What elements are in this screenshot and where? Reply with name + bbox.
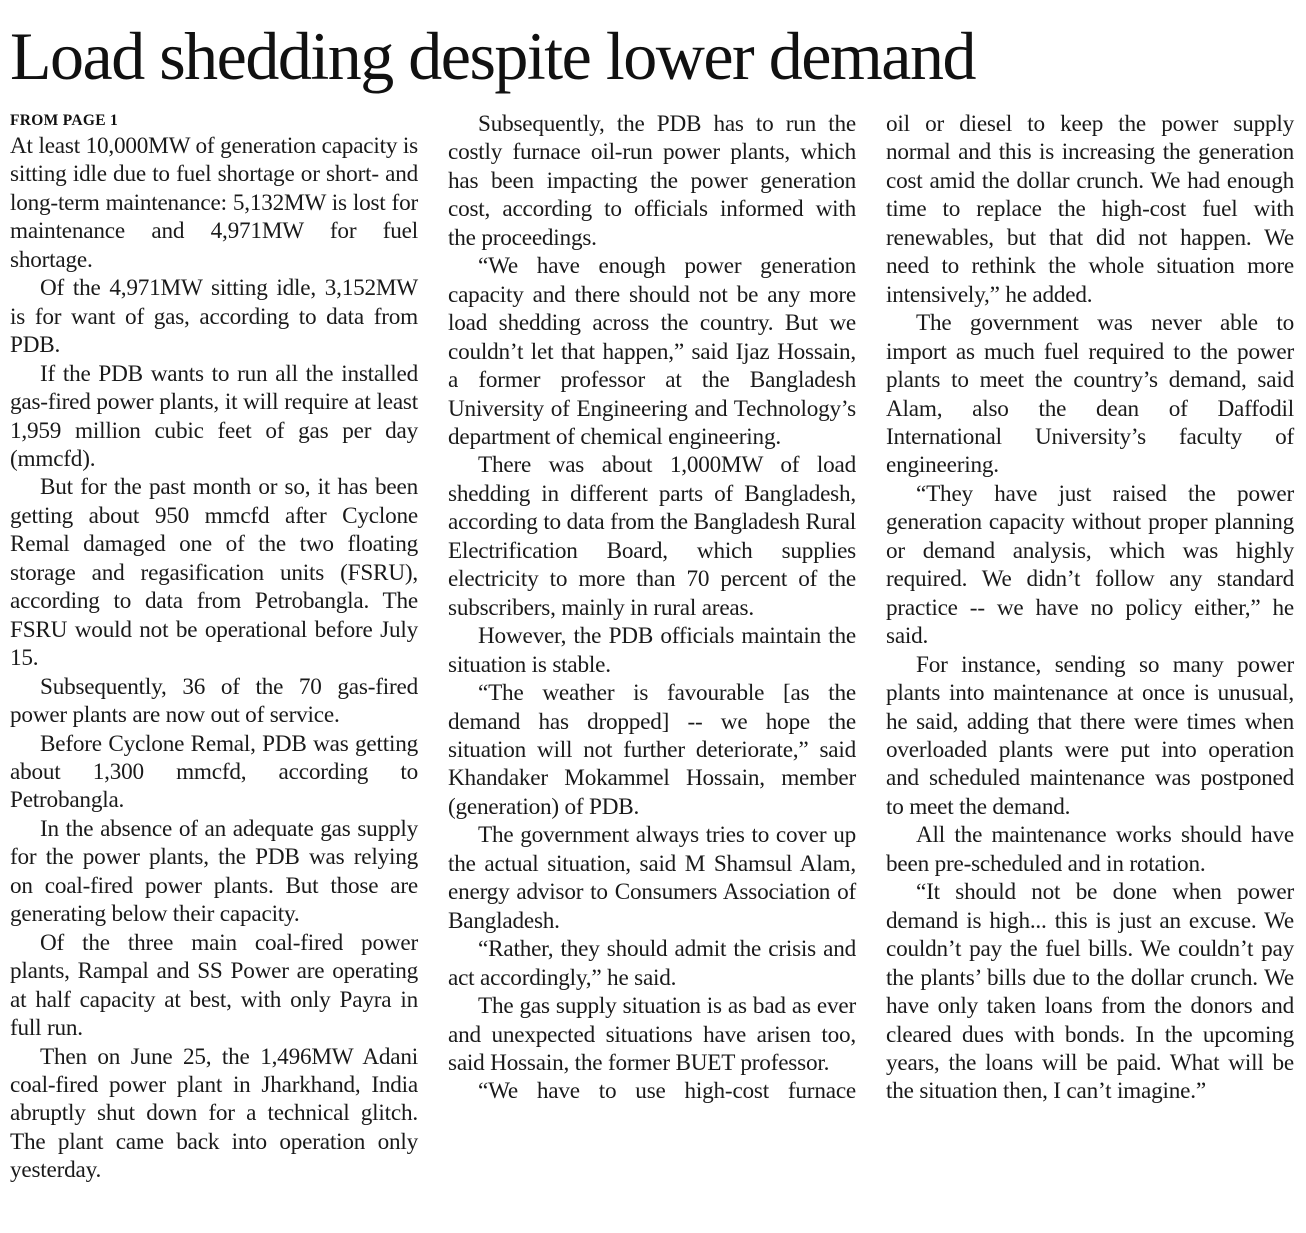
paragraph: There was about 1,000MW of load shedding in different parts of Bangladesh, according to data from the Bangladesh Rural Electrification Board, which supplies electricity to more than 70 percent of the subscribers, mainly in rural areas. — [448, 452, 856, 621]
paragraph: At least 10,000MW of generation capacity is sitting idle due to fuel shortage or short- and long-term maintenance: 5,132MW is lost for maintenance and 4,971MW for fuel shortage. — [10, 133, 418, 273]
paragraph: Of the 4,971MW sitting idle, 3,152MW is for want of gas, according to data from PDB. — [10, 275, 418, 359]
paragraph: In the absence of an adequate gas supply for the power plants, the PDB was relying on coal-fired power plants. But those are generating below their capacity. — [10, 815, 418, 928]
paragraph: Then on June 25, the 1,496MW Adani coal-fired power plant in Jharkhand, India abruptly shut down for a technical glitch. The plant came back into operation only yesterday. — [10, 1043, 418, 1184]
paragraph: The government was never able to import as much fuel required to the power plants to meet the country’s demand, said Alam, also the dean of Daffodil International University’s faculty of engineering. — [886, 310, 1294, 479]
paragraph: Subsequently, the PDB has to run the costly furnace oil-run power plants, which has been impacting the power generation cost, according to officials informed with the proceedings. — [448, 111, 856, 251]
jump-label: FROM PAGE 1 — [10, 112, 119, 129]
article-column-2 — [448, 110, 856, 1106]
paragraph: “We have to use high-cost furnace — [478, 1078, 856, 1105]
paragraph: “The weather is favourable [as the demand has dropped] -- we hope the situation will not further deteriorate,” said Khandaker Mokammel Hossain, member (generation) of PDB. — [448, 680, 856, 820]
paragraph: “It should not be done when power demand is high... this is just an excuse. We couldn’t pay the fuel bills. We couldn’t pay the plants’ bills due to the dollar crunch. We have only taken loans from the donors and cleared dues with bonds. In the upcoming years, the loans will be paid. What will be the situation then, I can’t imagine.” — [886, 879, 1294, 1105]
paragraph: “They have just raised the power generation capacity without proper planning or demand analysis, which was highly required. We didn’t follow any standard practice -- we have no policy either,” he said. — [886, 480, 1294, 650]
article-column-3 — [886, 110, 1294, 1106]
paragraph: Of the three main coal-fired power plants, Rampal and SS Power are operating at half capacity at best, with only Payra in full run. — [10, 929, 418, 1042]
paragraph: However, the PDB officials maintain the situation is stable. — [448, 623, 856, 678]
paragraph: If the PDB wants to run all the installed gas-fired power plants, it will require at least 1,959 million cubic feet of gas per day (mmcfd). — [10, 360, 418, 472]
paragraph: oil or diesel to keep the power supply normal and this is increasing the generation cost amid the dollar crunch. We had enough time to replace the high-cost fuel with renewables, but that did not happen. We need to rethink the whole situation more intensively,” he added. — [886, 111, 1294, 308]
paragraph: But for the past month or so, it has been getting about 950 mmcfd after Cyclone Remal damaged one of the two floating storage and regasification units (FSRU), according to data from Petrobangla. The FSRU would not be operational before July 15. — [10, 474, 418, 672]
paragraph: “We have enough power generation capacity and there should not be any more load shedding across the country. But we couldn’t let that happen,” said Ijaz Hossain, a former professor at the Bangladesh University of Engineering and Technology’s department of chemical engineering. — [448, 253, 856, 450]
paragraph: Before Cyclone Remal, PDB was getting about 1,300 mmcfd, according to Petrobangla. — [10, 730, 418, 814]
paragraph: “Rather, they should admit the crisis and act accordingly,” he said. — [448, 936, 856, 991]
paragraph: The government always tries to cover up the actual situation, said M Shamsul Alam, energy advisor to Consumers Association of Bangladesh. — [448, 822, 856, 934]
paragraph: For instance, sending so many power plants into maintenance at once is unusual, he said, adding that there were times when overloaded plants were put into operation and scheduled maintenance was postponed to meet the demand. — [886, 651, 1294, 820]
paragraph: Subsequently, 36 of the 70 gas-fired power plants are now out of service. — [10, 673, 418, 729]
paragraph: All the maintenance works should have been pre-scheduled and in rotation. — [886, 822, 1294, 877]
headline: Load shedding despite lower demand — [10, 18, 975, 94]
article-column-1 — [10, 110, 418, 1185]
paragraph: The gas supply situation is as bad as ever and unexpected situations have arisen too, said Hossain, the former BUET professor. — [448, 993, 856, 1076]
